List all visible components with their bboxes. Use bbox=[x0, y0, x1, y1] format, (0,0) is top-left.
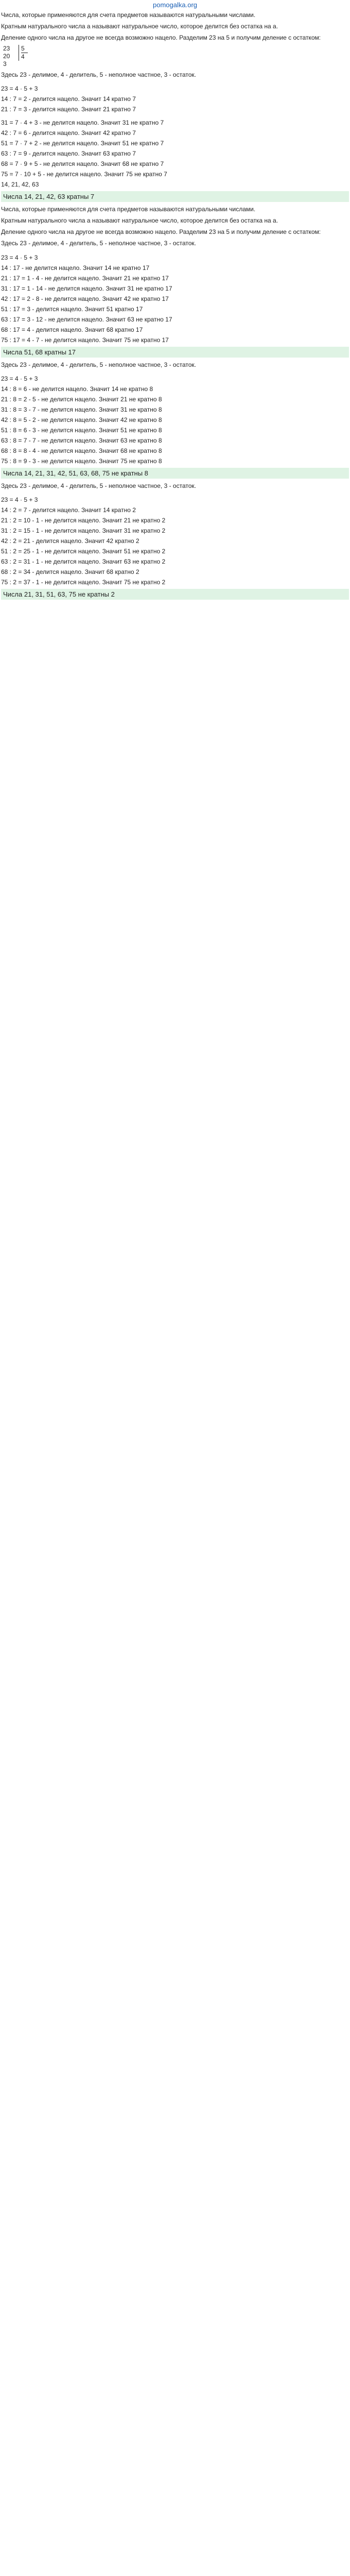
check-line: 63 : 7 = 9 - делится нацело. Значит 63 кратно 7 bbox=[1, 149, 136, 157]
check-line: 14 : 17 - не делится нацело. Значит 14 не кратно 17 bbox=[1, 264, 150, 272]
check-line: 42 : 8 = 5 - 2 - не делится нацело. Значит 42 не кратно 8 bbox=[1, 416, 162, 423]
example-note: Здесь 23 - делимое, 4 - делитель, 5 - неполное частное, 3 - остаток. bbox=[1, 240, 196, 247]
section-multiples-of-17 bbox=[0, 204, 350, 358]
check-line: 31 : 2 = 15 - 1 - не делится нацело. Значит 31 не кратно 2 bbox=[1, 527, 166, 534]
check-line: 14 : 7 = 2 - делится нацело. Значит 14 кратно 7 bbox=[1, 95, 136, 103]
check-line: 51 : 8 = 6 - 3 - не делится нацело. Значит 51 не кратно 8 bbox=[1, 426, 162, 434]
check-line: 21 : 7 = 3 - делится нацело. Значит 21 кратно 7 bbox=[1, 105, 136, 113]
check-line: 68 : 8 = 8 - 4 - не делится нацело. Значит 68 не кратно 8 bbox=[1, 447, 162, 454]
check-line: 23 = 4 · 5 + 3 bbox=[1, 84, 38, 92]
answer-box: Числа 14, 21, 42, 63 кратны 7 bbox=[1, 191, 349, 202]
check-line: 51 = 7 · 7 + 2 - не делится нацело. Значит 51 не кратно 7 bbox=[1, 139, 164, 147]
check-line: 63 : 17 = 3 - 12 - не делится нацело. Значит 63 не кратно 17 bbox=[1, 315, 172, 323]
check-line: 21 : 2 = 10 - 1 - не делится нацело. Значит 21 не кратно 2 bbox=[1, 516, 166, 524]
definition-remainder: Деление одного числа на другое не всегда возможно нацело. Разделим 23 на 5 и получим деление с остатком: bbox=[1, 228, 321, 236]
check-line: 75 : 17 = 4 - 7 - не делится нацело. Значит 75 не кратно 17 bbox=[1, 336, 169, 344]
check-line: 14 : 8 = 6 - не делится нацело. Значит 14 не кратно 8 bbox=[1, 385, 153, 393]
example-note: Здесь 23 - делимое, 4 - делитель, 5 - неполное частное, 3 - остаток. bbox=[1, 482, 196, 489]
check-line: 75 : 2 = 37 - 1 - не делится нацело. Значит 75 не кратно 2 bbox=[1, 578, 166, 586]
result-list: 14, 21, 42, 63 bbox=[1, 180, 39, 188]
definition-natural: Числа, которые применяются для счета предметов называются натуральными числами. bbox=[1, 205, 256, 213]
section-multiples-of-8 bbox=[0, 359, 350, 479]
check-line: 23 = 4 · 5 + 3 bbox=[1, 253, 38, 261]
definition-multiple: Кратным натурального числа a называют натуральное число, которое делится без остатка на a. bbox=[1, 23, 278, 30]
site-link[interactable]: pomogalka.org bbox=[153, 1, 197, 9]
check-line: 21 : 17 = 1 - 4 - не делится нацело. Значит 21 не кратно 17 bbox=[1, 274, 169, 282]
check-line: 31 : 17 = 1 - 14 - не делится нацело. Значит 31 не кратно 17 bbox=[1, 284, 172, 292]
check-line: 23 = 4 · 5 + 3 bbox=[1, 375, 38, 382]
example-note: Здесь 23 - делимое, 4 - делитель, 5 - неполное частное, 3 - остаток. bbox=[1, 71, 196, 78]
section-multiples-of-7 bbox=[0, 9, 350, 202]
check-line: 42 : 7 = 6 - делится нацело. Значит 42 кратно 7 bbox=[1, 129, 136, 137]
check-line: 51 : 17 = 3 - делится нацело. Значит 51 кратно 17 bbox=[1, 305, 143, 313]
example-note: Здесь 23 - делимое, 4 - делитель, 5 - неполное частное, 3 - остаток. bbox=[1, 361, 196, 368]
check-line: 51 : 2 = 25 - 1 - не делится нацело. Значит 51 не кратно 2 bbox=[1, 547, 166, 555]
check-line: 31 = 7 · 4 + 3 - не делится нацело. Значит 31 не кратно 7 bbox=[1, 118, 164, 126]
check-line: 42 : 17 = 2 - 8 - не делится нацело. Значит 42 не кратно 17 bbox=[1, 295, 169, 302]
definition-multiple: Кратным натурального числа a называют натуральное число, которое делится без остатка на a. bbox=[1, 216, 278, 224]
check-line: 75 : 8 = 9 - 3 - не делится нацело. Значит 75 не кратно 8 bbox=[1, 457, 162, 465]
check-line: 68 = 7 · 9 + 5 - не делится нацело. Значит 68 не кратно 7 bbox=[1, 160, 164, 167]
definition-remainder: Деление одного числа на другое не всегда возможно нацело. Разделим 23 на 5 и получим деление с остатком: bbox=[1, 34, 321, 42]
answer-box: Числа 21, 31, 51, 63, 75 не кратны 2 bbox=[1, 589, 349, 600]
definition-natural: Числа, которые применяются для счета предметов называются натуральными числами. bbox=[1, 11, 256, 19]
check-line: 31 : 8 = 3 - 7 - не делится нацело. Значит 31 не кратно 8 bbox=[1, 405, 162, 413]
section-multiples-of-2 bbox=[0, 480, 350, 600]
check-line: 68 : 17 = 4 - делится нацело. Значит 68 кратно 17 bbox=[1, 326, 143, 333]
check-line: 63 : 8 = 7 - 7 - не делится нацело. Значит 63 не кратно 8 bbox=[1, 436, 162, 444]
check-line: 14 : 2 = 7 - делится нацело. Значит 14 кратно 2 bbox=[1, 506, 136, 514]
check-line: 75 = 7 · 10 + 5 - не делится нацело. Значит 75 не кратно 7 bbox=[1, 170, 167, 178]
check-line: 23 = 4 · 5 + 3 bbox=[1, 496, 38, 503]
check-line: 63 : 2 = 31 - 1 - не делится нацело. Значит 63 не кратно 2 bbox=[1, 557, 166, 565]
answer-box: Числа 51, 68 кратны 17 bbox=[1, 347, 349, 358]
check-line: 42 : 2 = 21 - делится нацело. Значит 42 кратно 2 bbox=[1, 537, 139, 545]
check-line: 21 : 8 = 2 - 5 - не делится нацело. Значит 21 не кратно 8 bbox=[1, 395, 162, 403]
answer-box: Числа 14, 21, 31, 42, 51, 63, 68, 75 не кратны 8 bbox=[1, 468, 349, 479]
check-line: 68 : 2 = 34 - делится нацело. Значит 68 кратно 2 bbox=[1, 568, 139, 575]
example-division: 23 20 3 5 4 bbox=[1, 44, 349, 69]
